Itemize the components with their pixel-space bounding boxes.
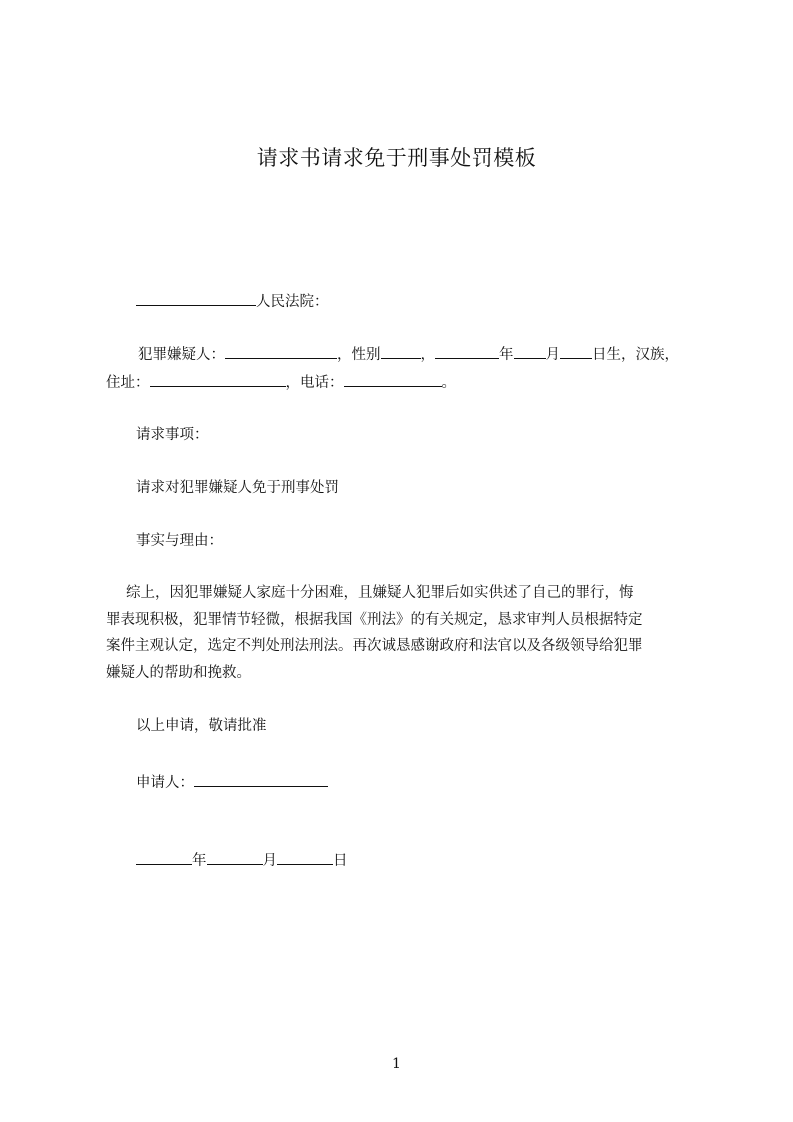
gender-blank: [381, 344, 421, 359]
date-year-label: 年: [192, 853, 207, 869]
phone-blank: [344, 372, 442, 387]
applicant-blank: [194, 772, 328, 787]
birth-month-blank: [514, 344, 546, 359]
suspect-line: [138, 344, 679, 365]
date-line: [136, 850, 348, 871]
facts-line-1: 综上，因犯罪嫌疑人家庭十分困难，且嫌疑人犯罪后如实供述了自己的罪行，悔: [126, 585, 634, 601]
birth-day-blank: [560, 344, 592, 359]
address-label: 住址：: [106, 375, 150, 391]
facts-line-3: 案件主观认定，选定不判处刑法刑法。再次诚恳感谢政府和法官以及各级领导给犯罪: [106, 638, 643, 654]
request-heading: 请求事项：: [136, 427, 209, 443]
month-label: 月: [545, 347, 560, 363]
court-name-blank: [136, 291, 256, 306]
facts-line-2: 罪表现积极，犯罪情节轻微，根据我国《刑法》的有关规定，恳求审判人员根据特定: [106, 612, 643, 628]
period: 。: [441, 375, 456, 391]
applicant-line: [136, 772, 328, 793]
year-label: 年: [499, 347, 514, 363]
suspect-label: 犯罪嫌疑人：: [138, 347, 225, 363]
birth-suffix: 日生，汉族，: [592, 347, 679, 363]
applicant-label: 申请人：: [136, 775, 194, 791]
date-month-blank: [207, 850, 263, 865]
request-body: 请求对犯罪嫌疑人免于刑事处罚: [136, 480, 339, 496]
date-day-label: 日: [333, 853, 348, 869]
closing-line: 以上申请，敬请批准: [136, 718, 267, 734]
facts-heading: 事实与理由：: [136, 533, 223, 549]
document-title: 请求书请求免于刑事处罚模板: [256, 146, 537, 170]
phone-label: ，电话：: [285, 375, 344, 391]
facts-line-4: 嫌疑人的帮助和挽救。: [106, 665, 251, 681]
court-line: [136, 291, 329, 312]
date-day-blank: [277, 850, 333, 865]
page-number: 1: [392, 1056, 401, 1072]
address-blank: [150, 372, 286, 387]
comma: ，: [420, 347, 435, 363]
date-year-blank: [136, 850, 192, 865]
gender-label: ，性别: [337, 347, 381, 363]
date-month-label: 月: [262, 853, 277, 869]
address-line: [106, 372, 456, 393]
suspect-name-blank: [225, 344, 337, 359]
court-suffix: 人民法院：: [256, 294, 329, 310]
birth-year-blank: [435, 344, 499, 359]
